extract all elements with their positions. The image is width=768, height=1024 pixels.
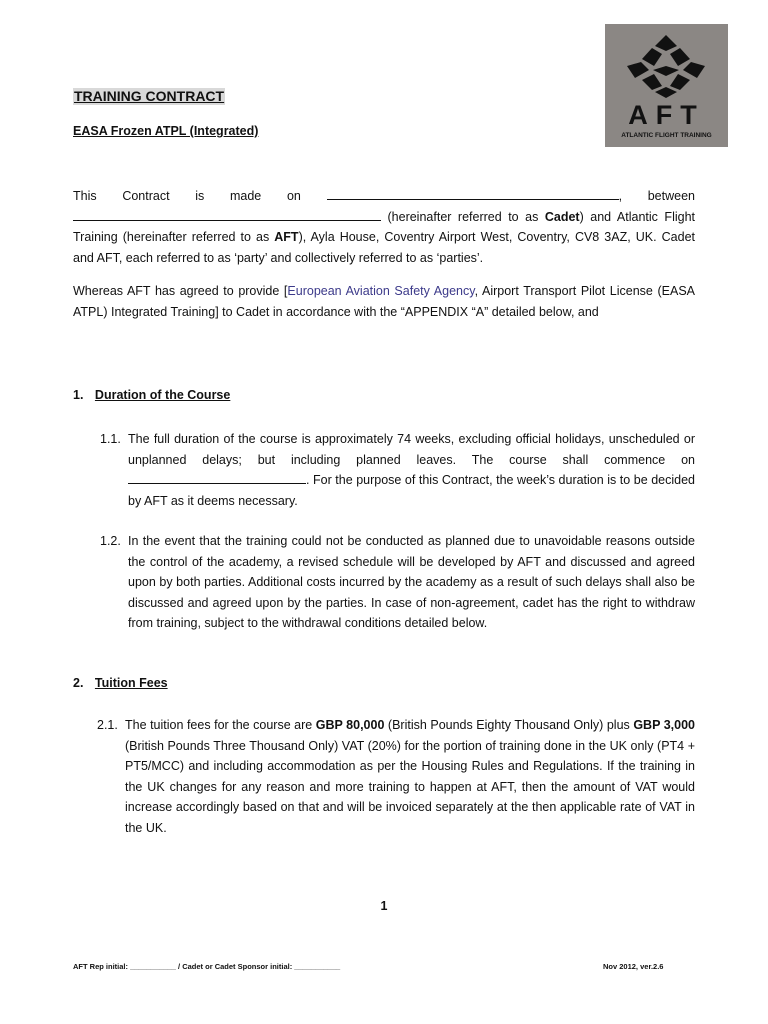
clause-text: The full duration of the course is approximately 74 weeks, excluding official holidays, unscheduled or unplanned delays; but including planned leaves. The course shall commence on [128, 432, 695, 467]
section-title: Duration of the Course [94, 388, 231, 402]
aft-logo [605, 24, 728, 147]
section-title: Tuition Fees [94, 676, 168, 690]
page-title: TRAINING CONTRACT [74, 88, 225, 104]
page-subtitle: EASA Frozen ATPL (Integrated) [73, 124, 259, 138]
intro-text: ) and Atlantic Flight Training (hereinafter referred to as [73, 209, 695, 244]
clause-text: In the event that the training could not be conducted as planned due to unavoidable reasons outside the control of the academy, a revised schedule will be developed by AFT and discussed and agreed upon by both parties. Additional costs incurred by the academy as a result of such delays shall also be discussed and agreed upon by the parties. In case of non-agreement, cadet has the right to withdraw from training, subject to the withdrawal conditions detailed below. [128, 534, 695, 630]
intro-text: This Contract is made on [73, 189, 327, 203]
clause-number: 2.1. [97, 718, 118, 732]
clause-1-1 [100, 429, 695, 511]
cadet-name-blank[interactable] [73, 208, 381, 221]
section-heading-1 [73, 388, 230, 402]
clause-1-2 [100, 531, 695, 634]
clause-text: . For the purpose of this Contract, the week’s duration is to be decided by AFT as it deems necessary. [128, 473, 695, 508]
intro-text: (hereinafter referred to as [381, 209, 545, 224]
section-number: 2. [73, 676, 84, 690]
vat-amount: GBP 3,000 [633, 718, 695, 732]
clause-text: (British Pounds Three Thousand Only) VAT (20%) for the portion of training done in the UK only (PT4 + PT5/MCC) and including accommodation as per the Housing Rules and Regulations. If the training in the UK changes for any reason and more training to happen at AFT, then the amount of VAT would increase accordingly based on that and will be invoiced separately at the then applicable rate of VAT in the UK. [125, 738, 695, 835]
section-heading-2 [73, 676, 168, 690]
commence-date-blank[interactable] [128, 471, 306, 484]
date-blank[interactable] [327, 187, 619, 200]
clause-number: 1.1. [100, 432, 121, 446]
section-number: 1. [73, 388, 84, 402]
whereas-text: Whereas AFT has agreed to provide [ [73, 284, 288, 298]
footer-initials: AFT Rep initial: ___________ / Cadet or Cadet Sponsor initial: ___________ [73, 962, 341, 971]
cadet-term: Cadet [544, 209, 580, 224]
clause-text: The tuition fees for the course are [125, 718, 316, 732]
aft-term: AFT [274, 230, 299, 244]
footer-version: Nov 2012, ver.2.6 [603, 962, 664, 971]
fee-amount: GBP 80,000 [315, 718, 385, 732]
clause-number: 1.2. [100, 534, 121, 548]
logo-wordmark: AFT [628, 100, 705, 130]
intro-text: ), Ayla House, Coventry Airport West, Coventry, CV8 3AZ, UK. Cadet and AFT, each referred to as ‘party’ and collectively referred to as ‘parties’. [73, 230, 695, 265]
intro-text: , between [618, 189, 695, 203]
whereas-text: , Airport Transport Pilot License (EASA ATPL) Integrated Training] to Cadet in accordance with the “APPENDIX “A” detailed below, and [73, 284, 695, 319]
easa-link[interactable]: European Aviation Safety Agency [287, 284, 475, 298]
intro-paragraph [73, 186, 695, 268]
clause-text: (British Pounds Eighty Thousand Only) plus [384, 718, 634, 732]
page-number: 1 [380, 899, 388, 913]
whereas-paragraph [73, 281, 695, 322]
clause-2-1 [97, 715, 695, 838]
logo-tagline: ATLANTIC FLIGHT TRAINING [621, 132, 712, 139]
